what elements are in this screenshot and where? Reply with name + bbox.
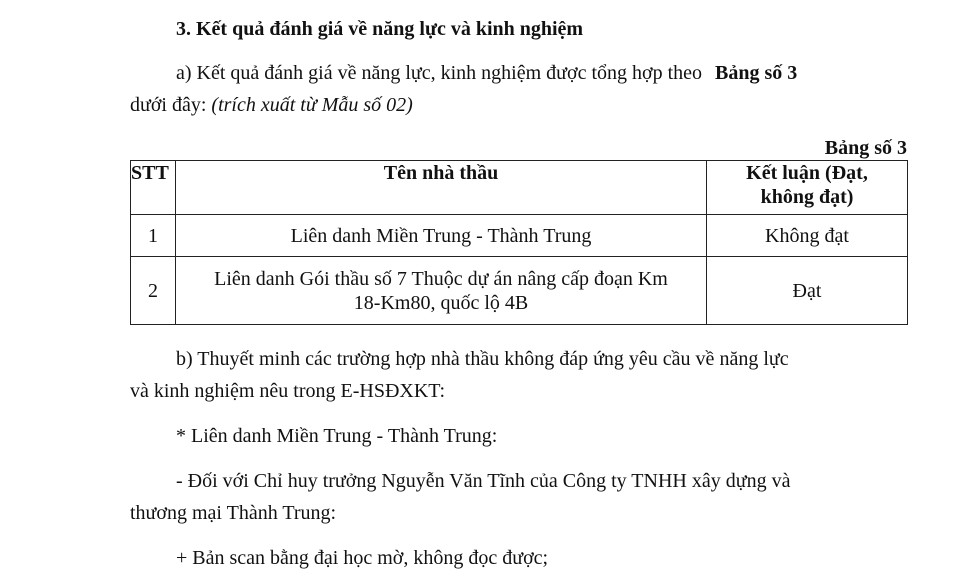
row-name-line2: 18-Km80, quốc lộ 4B xyxy=(353,291,529,314)
row-stt: 1 xyxy=(131,215,176,257)
row-result: Không đạt xyxy=(707,215,908,257)
paragraph-b-line2: và kinh nghiệm nêu trong E-HSĐXKT: xyxy=(130,380,446,402)
paragraph-a-line1 xyxy=(176,62,797,85)
plus-item: + Bản scan bằng đại học mờ, không đọc được; xyxy=(176,547,549,569)
table-row xyxy=(131,257,908,325)
header-result-line2: không đạt) xyxy=(760,186,854,208)
paragraph-a-line2-text: dưới đây: xyxy=(130,94,207,116)
table-caption: Bảng số 3 xyxy=(824,137,907,159)
header-result xyxy=(707,161,908,215)
dash-item-line1: - Đối với Chỉ huy trưởng Nguyễn Văn Tĩnh của Công ty TNHH xây dựng và xyxy=(176,470,791,492)
paragraph-a-text: a) Kết quả đánh giá về năng lực, kinh nghiệm được tổng hợp theo xyxy=(176,62,703,84)
row-result: Đạt xyxy=(707,257,908,325)
paragraph-a-note: (trích xuất từ Mẫu số 02) xyxy=(211,94,413,116)
section-title: 3. Kết quả đánh giá về năng lực và kinh nghiệm xyxy=(176,18,584,40)
row-name: Liên danh Miền Trung - Thành Trung xyxy=(176,215,707,257)
row-stt: 2 xyxy=(131,257,176,325)
header-stt: STT xyxy=(131,161,176,215)
header-name: Tên nhà thầu xyxy=(176,161,707,215)
table-row xyxy=(131,215,908,257)
table-header-row xyxy=(131,161,908,215)
evaluation-table xyxy=(130,160,908,325)
row-name-line1: Liên danh Gói thầu số 7 Thuộc dự án nâng cấp đoạn Km xyxy=(214,267,668,290)
paragraph-b-line1: b) Thuyết minh các trường hợp nhà thầu không đáp ứng yêu cầu về năng lực xyxy=(176,348,789,370)
dash-item-line2: thương mại Thành Trung: xyxy=(130,502,337,524)
header-result-line1: Kết luận (Đạt, xyxy=(746,162,868,184)
joint-venture-heading: * Liên danh Miền Trung - Thành Trung: xyxy=(176,425,498,447)
row-name xyxy=(176,257,707,325)
paragraph-a-line2 xyxy=(130,94,413,117)
table-reference: Bảng số 3 xyxy=(715,62,798,84)
